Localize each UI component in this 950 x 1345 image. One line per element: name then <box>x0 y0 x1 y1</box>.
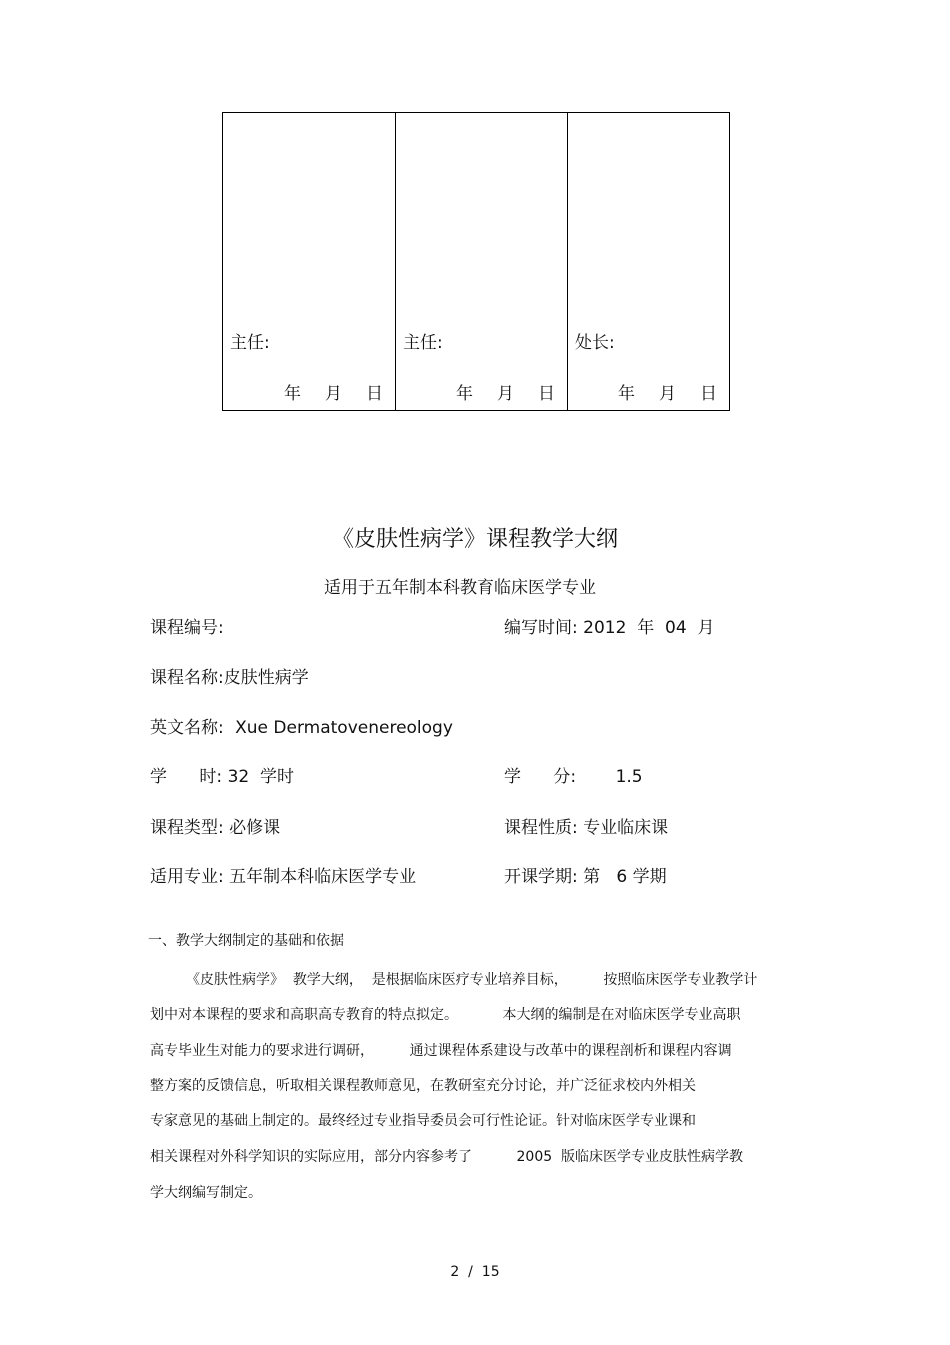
section-heading: 一、教学大纲制定的基础和依据 <box>148 933 344 949</box>
paragraph-line: 学大纲编写制定。 <box>150 1185 262 1201</box>
write-time-label: 编写时间: <box>504 618 578 638</box>
english-name-label: 英文名称: <box>150 718 224 738</box>
signature-label: 主任: <box>230 333 270 353</box>
write-time-value: 2012 年 04 月 <box>583 618 715 638</box>
course-type-field <box>150 813 280 838</box>
signature-label: 处长: <box>575 333 615 353</box>
course-code-field <box>150 613 224 638</box>
write-time-field <box>504 613 714 638</box>
document-title: 《皮肤性病学》课程教学大纲 <box>331 527 618 552</box>
paragraph-line: 专家意见的基础上制定的。最终经过专业指导委员会可行性论证。针对临床医学专业课和 <box>150 1113 696 1129</box>
signature-cell-3 <box>567 113 729 410</box>
paragraph-line: 整方案的反馈信息，听取相关课程教师意见，在教研室充分讨论，并广泛征求校内外相关 <box>150 1078 696 1094</box>
signature-date <box>432 379 555 404</box>
signature-cell-1 <box>223 113 395 410</box>
date-year: 年 <box>284 384 301 404</box>
credits-value: 1.5 <box>615 767 643 787</box>
course-name-value: 皮肤性病学 <box>223 668 309 688</box>
course-nature-field <box>504 813 668 838</box>
date-day: 日 <box>700 384 717 404</box>
hours-label: 学 时: <box>150 767 223 787</box>
date-month: 月 <box>659 384 676 404</box>
date-day: 日 <box>538 384 555 404</box>
major-value: 五年制本科临床医学专业 <box>229 867 417 887</box>
semester-field <box>504 862 667 887</box>
date-year: 年 <box>456 384 473 404</box>
course-type-value: 必修课 <box>229 818 281 838</box>
credits-label: 学 分: <box>504 767 577 787</box>
major-field <box>150 862 416 887</box>
paragraph-line: 相关课程对外科学知识的实际应用，部分内容参考了 2005 版临床医学专业皮肤性病学教 <box>150 1149 744 1165</box>
signature-date <box>594 379 717 404</box>
date-year: 年 <box>618 384 635 404</box>
credits-field <box>504 762 643 787</box>
english-name-value: Xue Dermatovenereology <box>235 718 453 738</box>
course-name-field <box>150 663 309 688</box>
date-month: 月 <box>325 384 342 404</box>
course-nature-value: 专业临床课 <box>583 818 669 838</box>
date-day: 日 <box>366 384 383 404</box>
major-label: 适用专业: <box>150 867 224 887</box>
semester-value: 第 6 学期 <box>583 867 667 887</box>
page-number: 2 / 15 <box>450 1264 500 1280</box>
semester-label: 开课学期: <box>504 867 578 887</box>
paragraph-line: 《皮肤性病学》 教学大纲， 是根据临床医疗专业培养目标， 按照临床医学专业教学计 <box>186 972 758 988</box>
signature-label: 主任: <box>403 333 443 353</box>
english-name-field <box>150 713 453 738</box>
paragraph-line: 划中对本课程的要求和高职高专教育的特点拟定。 本大纲的编制是在对临床医学专业高职 <box>150 1007 741 1023</box>
course-nature-label: 课程性质: <box>504 818 578 838</box>
signature-cell-2 <box>395 113 567 410</box>
paragraph-line: 高专毕业生对能力的要求进行调研， 通过课程体系建设与改革中的课程剖析和课程内容调 <box>150 1043 732 1059</box>
document-subtitle: 适用于五年制本科教育临床医学专业 <box>324 578 596 598</box>
date-month: 月 <box>497 384 514 404</box>
signature-date <box>260 379 383 404</box>
course-type-label: 课程类型: <box>150 818 224 838</box>
hours-field <box>150 762 294 787</box>
hours-value: 32 学时 <box>227 767 295 787</box>
signature-table <box>222 112 730 411</box>
course-name-label: 课程名称: <box>150 668 224 688</box>
course-code-label: 课程编号: <box>150 618 224 638</box>
